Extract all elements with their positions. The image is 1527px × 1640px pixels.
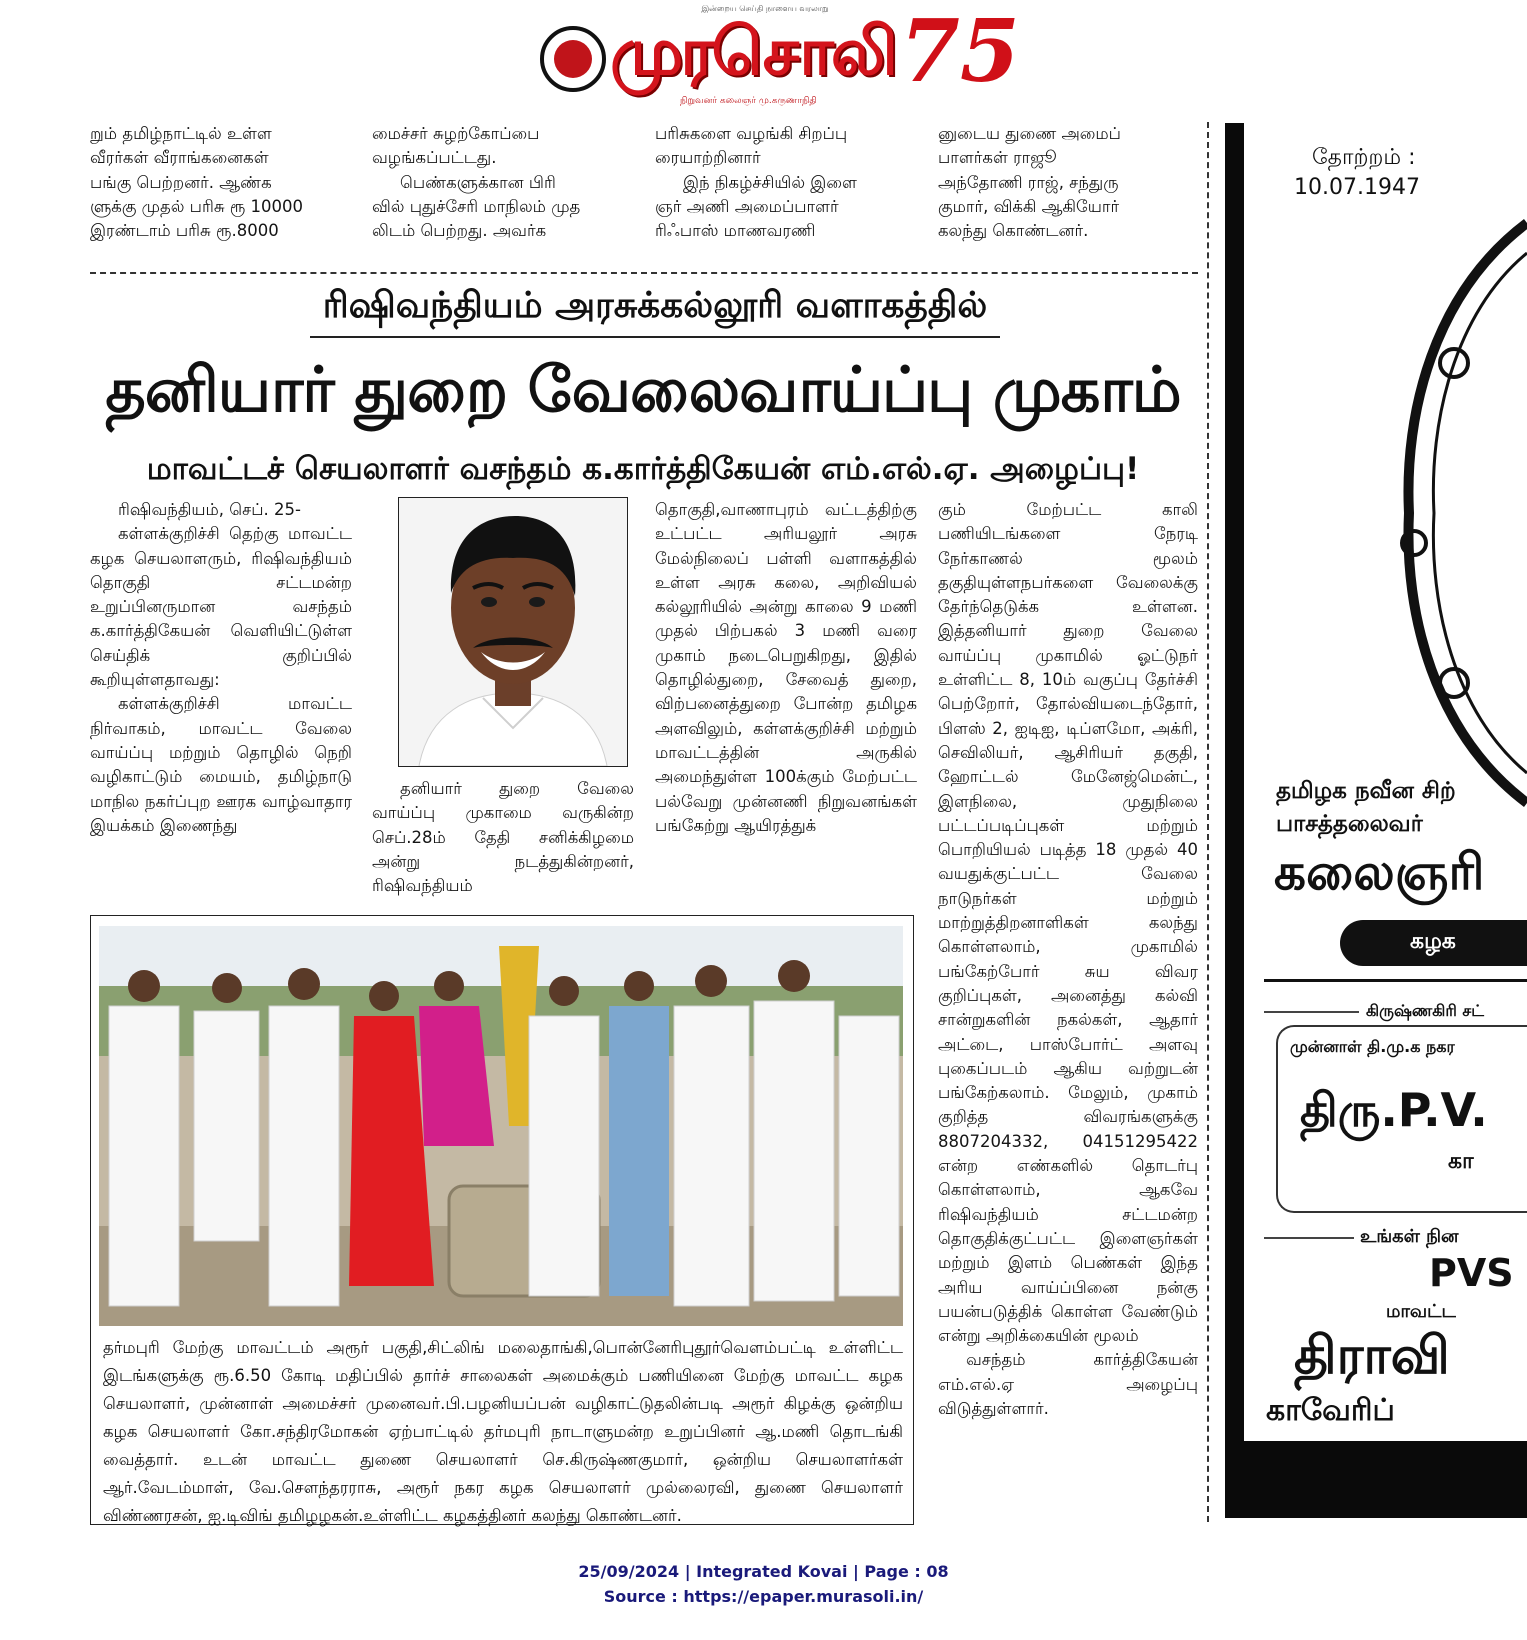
anniversary-75-logo [900, 1, 1020, 102]
article-column-3 [655, 498, 917, 838]
text-line: இந் நிகழ்ச்சியில் இளை [683, 172, 857, 192]
text-line: பெண்களுக்கான பிரி [400, 172, 556, 192]
article-kicker: ரிஷிவந்தியம் அரசுக்கல்லூரி வளாகத்தில் [322, 285, 988, 326]
top-column-3 [655, 122, 917, 243]
event-photo-box [90, 915, 914, 1525]
ornamental-frame [1394, 213, 1527, 813]
ad-line-3: கலைஞரி [1274, 843, 1485, 901]
ad-line-4: கிருஷ்ணகிரி சட் [1366, 1001, 1484, 1020]
ad-pill-label: கழக [1410, 929, 1456, 954]
text-line: றும் தமிழ்நாட்டில் உள்ள [90, 124, 272, 143]
anniversary-number: 75 [900, 1, 1020, 102]
ad-box-name: திரு.P.V. [1300, 1083, 1488, 1137]
text-line: வீரர்கள் வீராங்கனைகள் [90, 148, 269, 168]
text-line: அந்தோணி ராஜ், சந்துரு [938, 172, 1119, 192]
ad-box-label: முன்னாள் தி.மு.க நகர [1290, 1037, 1455, 1056]
article-column-2 [372, 777, 634, 898]
ad-line-8: திராவி [1294, 1326, 1450, 1386]
footer-edition-info: 25/09/2024 | Integrated Kovai | Page : 08 [578, 1562, 949, 1581]
paragraph: கள்ளக்குறிச்சி தெற்கு மாவட்ட கழக செயலாளரும், ரிஷிவந்தியம் தொகுதி சட்டமன்ற உறுப்பினருமான வசந்தம் க.கார்த்திகேயன் வெளியிட்டுள்ள செய்திக் குறிப்பில் கூறியுள்ளதாவது: [90, 524, 352, 690]
paragraph: தொகுதி,வாணாபுரம் வட்டத்திற்கு உட்பட்ட அரியலூர் அரசு மேல்நிலைப் பள்ளி வளாகத்தில் உள்ள அரசு கலை, அறிவியல் கல்லூரியில் அன்று காலை 9 மணி முதல் பிற்பகல் 3 மணி வரை முகாம் நடைபெறுகிறது, இதில் தொழில்துறை, சேவைத் துறை, விற்பனைத்துறை போன்ற தமிழக அளவிலும், கள்ளக்குறிச்சி மற்றும் மாவட்டத்தின் அருகில் அமைந்துள்ள 100க்கும் மேற்பட்ட பல்வேறு முன்னணி நிறுவனங்கள் பங்கேற்று ஆயிரத்துக் [655, 500, 917, 835]
top-column-2 [372, 122, 634, 243]
text-line: ளுக்கு முதல் பரிசு ரூ 10000 [90, 196, 304, 216]
footer-source-link[interactable]: Source : https://epaper.murasoli.in/ [603, 1587, 924, 1606]
masthead [530, 1, 1020, 112]
text-line: குமார், விக்கி ஆகியோர் [938, 196, 1120, 216]
ad-name-box [1276, 1025, 1527, 1213]
article-headline: தனியார் துறை வேலைவாய்ப்பு முகாம் [105, 353, 1181, 426]
newspaper-title: முரசொலி [610, 13, 895, 90]
ad-box-sub: கா [1448, 1149, 1474, 1174]
ad-line-2: பாசத்தலைவர் [1276, 811, 1423, 837]
text-line: பரிசுகளை வழங்கி சிறப்பு [655, 124, 848, 143]
ad-born-label: தோற்றம் : [1312, 145, 1416, 170]
ad-line-1: தமிழக நவீன சிற் [1276, 778, 1456, 804]
paragraph: கள்ளக்குறிச்சி மாவட்ட நிர்வாகம், மாவட்ட வேலை வாய்ப்பு மற்றும் தொழில் நெறி வழிகாட்டும் மையம், தமிழ்நாடு மாநில நகர்ப்புற ஊரக வாழ்வாதார இயக்கம் இணைந்து [90, 694, 352, 835]
ad-line-6: PVS [1429, 1251, 1514, 1295]
kicker-underline [310, 336, 1000, 338]
ad-line-9: காவேரிப் [1266, 1393, 1395, 1428]
text-line: மைச்சர் சுழற்கோப்பை [372, 124, 540, 143]
article-column-4 [938, 498, 1198, 1421]
text-line: லிடம் பெற்றது. அவர்க [372, 221, 547, 241]
ad-line-5: உங்கள் நின [1360, 1226, 1459, 1247]
masthead-subtitle: நிறுவனர் கலைஞர் மு.கருணாநிதி [680, 96, 817, 106]
text-line: வில் புதுச்சேரி மாநிலம் முத [372, 196, 581, 216]
text-line: ரையாற்றினார் [655, 148, 761, 168]
event-photo [99, 926, 903, 1326]
text-line: ரிஃபாஸ் மாணவரணி [655, 221, 816, 241]
ad-born-date: 10.07.1947 [1294, 175, 1420, 200]
photo-caption: தர்மபுரி மேற்கு மாவட்டம் அரூர் பகுதி,சிட்லிங் மலைதாங்கி,பொன்னேரிபுதூர்வெளம்பட்டி உள்ளிட்ட இடங்களுக்கு ரூ.6.50 கோடி மதிப்பில் தார்ச் சாலைகள் அமைக்கும் பணியினை மேற்கு மாவட்ட கழக செயலாளர், முன்னாள் அமைச்சர் முனைவர்.பி.பழனியப்பன் வழிகாட்டுதலின்படி அரூர் கிழக்கு ஒன்றிய கழக செயலாளர் கோ.சந்திரமோகன் ஏற்பாட்டில் தர்மபுரி நாடாளுமன்ற உறுப்பினர் ஆ.மணி தொடங்கி வைத்தார். உடன் மாவட்ட துணை செயலாளர் செ.கிருஷ்ணகுமார், ஒன்றிய செயலாளர்கள் ஆர்.வேடம்மாள், வே.சௌந்தரராசு, அரூர் நகர கழக செயலாளர் முல்லைரவி, துணை செயலாளர் விண்ணரசன், ஐ.டிவிங் தமிழழகன்.உள்ளிட்ட கழகத்தினர் கலந்து கொண்டனர். [103, 1338, 903, 1525]
top-column-4 [938, 122, 1198, 243]
top-column-1 [90, 122, 352, 243]
text-line: ஞர் அணி அமைப்பாளர் [655, 196, 839, 216]
masthead-tagline: இன்றைய செய்தி நாளைய வரலாறு [701, 4, 829, 13]
mla-portrait-photo [398, 497, 628, 767]
ad-rule-2 [1264, 1237, 1354, 1239]
text-line: இரண்டாம் பரிசு ரூ.8000 [90, 221, 279, 241]
section-divider [90, 272, 1198, 274]
ad-pill [1340, 920, 1527, 966]
paragraph: தனியார் துறை வேலை வாய்ப்பு முகாமை வருகின்ற செப்.28ம் தேதி சனிக்கிழமை அன்று நடத்துகின்றனர், ரிஷிவந்தியம் [372, 779, 634, 896]
advertisement-panel [1244, 123, 1527, 1441]
ad-rule [1264, 979, 1527, 982]
signoff: வசந்தம் கார்த்திகேயன் எம்.எல்.ஏ அழைப்பு விடுத்துள்ளார். [938, 1350, 1198, 1418]
column-divider [1207, 122, 1209, 1522]
paragraph: கும் மேற்பட்ட காலி பணியிடங்களை நேரடி நேர்காணல் மூலம் தகுதியுள்ளநபர்களை வேலைக்கு தேர்ந்தெடுக்க உள்ளன. இத்தனியார் துறை வேலை வாய்ப்பு முகாமில் ஓட்டுநர் உள்ளிட்ட 8, 10ம் வகுப்பு தேர்ச்சி பெற்றோர், தோல்வியடைந்தோர், பிளஸ் 2, ஐடிஐ, டிப்ளமோ, அக்ரி, செவிலியர், ஆசிரியர் தகுதி, ஹோட்டல் மேனேஜ்மென்ட், இளநிலை, முதுநிலை பட்டப்படிப்புகள் மற்றும் பொறியியல் படித்த 18 முதல் 40 வயதுக்குட்பட்ட வேலை நாடுநர்கள் மற்றும் மாற்றுத்திறனாளிகள் கலந்து கொள்ளலாம், முகாமில் பங்கேற்போர் சுய விவர குறிப்புகள், அனைத்து கல்வி சான்றுகளின் நகல்கள், ஆதார் அட்டை, பாஸ்போர்ட் அளவு புகைப்படம் ஆகிய வற்றுடன் பங்கேற்கலாம். மேலும், முகாம் குறித்த விவரங்களுக்கு 8807204332, 04151295422 என்ற எண்களில் தொடர்பு கொள்ளலாம், ஆகவே ரிஷிவந்தியம் சட்டமன்ற தொகுதிக்குட்பட்ட இளைஞர்கள் மற்றும் இளம் பெண்கள் இந்த அரிய வாய்ப்பினை நன்கு பயன்படுத்திக் கொள்ள வேண்டும் என்று அறிக்கையின் மூலம் [938, 500, 1198, 1346]
party-seal-logo [540, 26, 606, 92]
ad-line-7: மாவட்ட [1386, 1301, 1456, 1322]
text-line: பங்கு பெற்றனர். ஆண்க [90, 172, 272, 192]
ad-rule-short [1264, 1011, 1359, 1013]
article-subhead: மாவட்டச் செயலாளர் வசந்தம் க.கார்த்திகேயன் எம்.எல்.ஏ. அழைப்பு! [146, 451, 1140, 487]
dateline: ரிஷிவந்தியம், செப். 25- [118, 500, 301, 519]
text-line: கலந்து கொண்டனர். [938, 221, 1089, 241]
text-line: பாளர்கள் ராஜூ [938, 148, 1057, 168]
article-column-1 [90, 498, 352, 838]
text-line: வழங்கப்பட்டது. [372, 148, 497, 168]
text-line: னுடைய துணை அமைப் [938, 124, 1121, 143]
